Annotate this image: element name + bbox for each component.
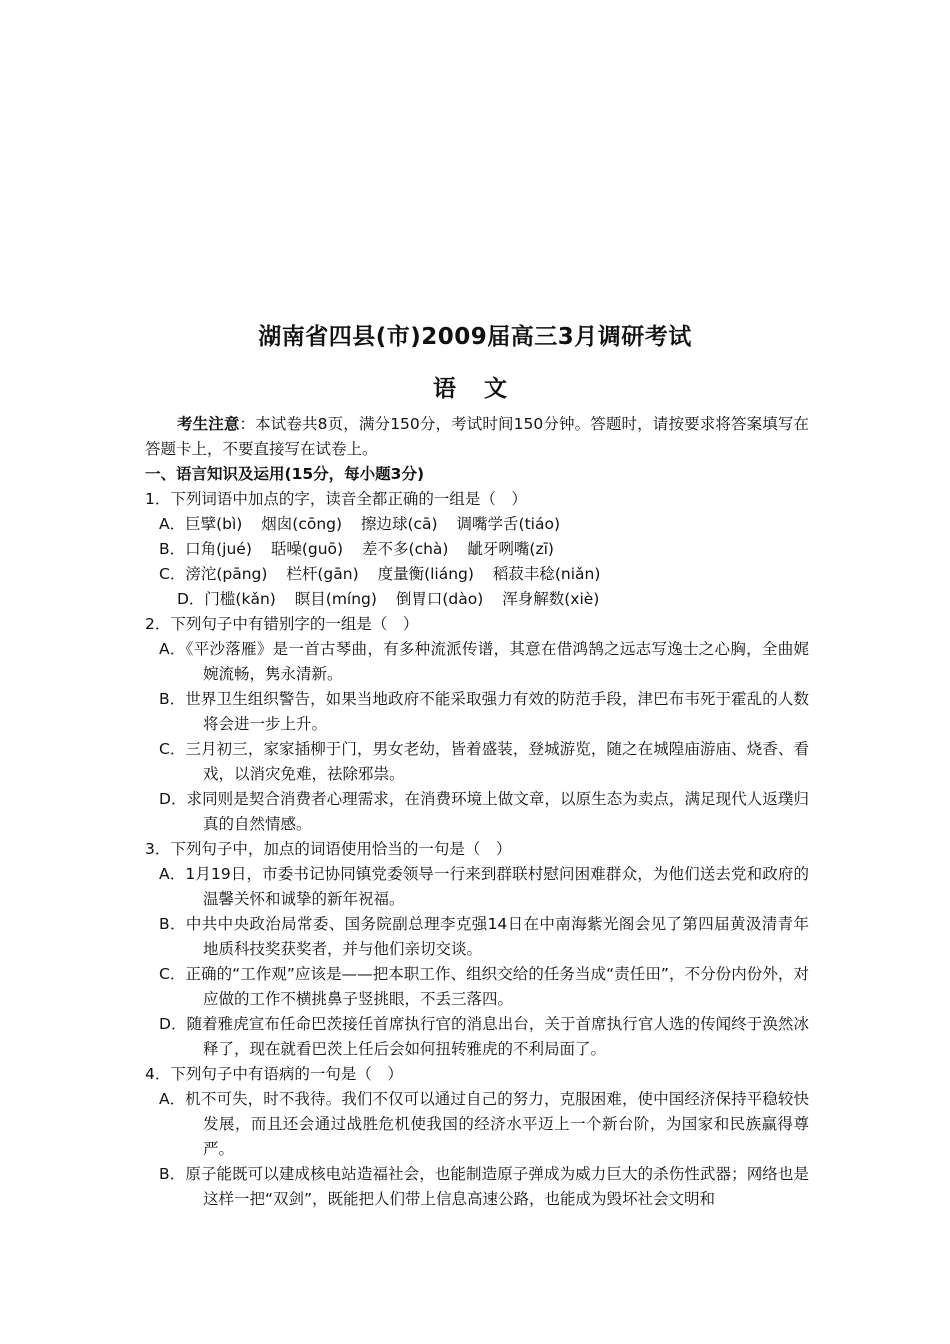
exam-content xyxy=(145,412,809,1212)
option-item: C．滂沱(pāng) xyxy=(159,565,268,583)
question-2-option-d: D．求同则是契合消费者心理需求，在消费环境上做文章，以原生态为卖点，满足现代人返璞归真的自然情感。 xyxy=(159,790,809,833)
option-item: 调嘴学舌(tiáo) xyxy=(456,515,561,533)
question-1-stem: 1．下列词语中加点的字，读音全都正确的一组是（ ） xyxy=(145,490,527,508)
option-item: 擦边球(cā) xyxy=(360,515,438,533)
question-3-option-b: B．中共中央政治局常委、国务院副总理李克强14日在中南海紫光阁会见了第四届黄汲清青年地质科技奖获奖者，并与他们亲切交谈。 xyxy=(159,915,809,958)
question-3-option-c: C．正确的“工作观”应该是——把本职工作、组织交给的任务当成“责任田”，不分份内份外，对应做的工作不横挑鼻子竖挑眼，不丢三落四。 xyxy=(159,965,809,1008)
option-item: A．巨擘(bì) xyxy=(159,515,243,533)
option-item: 烟囱(cōng) xyxy=(261,515,343,533)
notice-label: 考生注意 xyxy=(177,415,240,433)
question-1-option-c xyxy=(145,562,809,587)
option-item: D．门槛(kǎn) xyxy=(177,590,276,608)
question-4-option-a: A．机不可失，时不我待。我们不仅可以通过自己的努力，克服困难，使中国经济保持平稳较快发展，而且还会通过战胜危机使我国的经济水平迈上一个新台阶，为国家和民族赢得尊严。 xyxy=(159,1090,809,1158)
option-item: 浑身解数(xiè) xyxy=(502,590,600,608)
option-item: 度量衡(liáng) xyxy=(377,565,474,583)
exam-notice xyxy=(145,412,809,462)
option-item: 稻菽丰稔(niǎn) xyxy=(492,565,601,583)
question-2-option-c: C．三月初三，家家插柳于门，男女老幼，皆着盛装，登城游览，随之在城隍庙游庙、烧香、看戏，以消灾免难，祛除邪祟。 xyxy=(159,740,809,783)
option-item: 倒胃口(dào) xyxy=(395,590,484,608)
option-item: B．口角(jué) xyxy=(159,540,252,558)
notice-text: ：本试卷共8页，满分150分，考试时间150分钟。答题时，请按要求将答案填写在答题卡上，不要直接写在试卷上。 xyxy=(145,415,809,458)
option-item: 差不多(chà) xyxy=(362,540,449,558)
question-4-option-b: B．原子能既可以建成核电站造福社会，也能制造原子弹成为威力巨大的杀伤性武器；网络也是这样一把“双剑”，既能把人们带上信息高速公路，也能成为毁坏社会文明和 xyxy=(159,1165,809,1208)
question-1-option-d xyxy=(145,587,809,612)
question-2-option-a: A．《平沙落雁》是一首古琴曲，有多种流派传谱，其意在借鸿鹄之远志写逸士之心胸，全曲娓婉流畅，隽永清新。 xyxy=(159,640,809,683)
option-item: 瞑目(míng) xyxy=(294,590,377,608)
question-1-option-a xyxy=(145,512,809,537)
subject-title: 语 文 xyxy=(432,376,517,402)
question-2-option-b: B．世界卫生组织警告，如果当地政府不能采取强力有效的防范手段，津巴布韦死于霍乱的人数将会进一步上升。 xyxy=(159,690,809,733)
exam-title: 湖南省四县(市)2009届高三3月调研考试 xyxy=(258,324,692,350)
question-2-stem: 2．下列句子中有错别字的一组是（ ） xyxy=(145,615,419,633)
option-item: 栏杆(gān) xyxy=(286,565,359,583)
question-1-option-b xyxy=(145,537,809,562)
question-3-option-a: A．1月19日，市委书记协同镇党委领导一行来到群联村慰问困难群众，为他们送去党和政府的温馨关怀和诚挚的新年祝福。 xyxy=(159,865,809,908)
option-item: 聒噪(guō) xyxy=(270,540,344,558)
question-3-option-d: D．随着雅虎宣布任命巴茨接任首席执行官的消息出台，关于首席执行官人选的传闻终于涣然冰释了，现在就看巴茨上任后会如何扭转雅虎的不利局面了。 xyxy=(159,1015,809,1058)
question-4-stem: 4．下列句子中有语病的一句是（ ） xyxy=(145,1065,403,1083)
question-3-stem: 3．下列句子中，加点的词语使用恰当的一句是（ ） xyxy=(145,840,512,858)
section-heading: 一、语言知识及运用(15分，每小题3分) xyxy=(145,465,425,483)
option-item: 龇牙咧嘴(zī) xyxy=(467,540,554,558)
